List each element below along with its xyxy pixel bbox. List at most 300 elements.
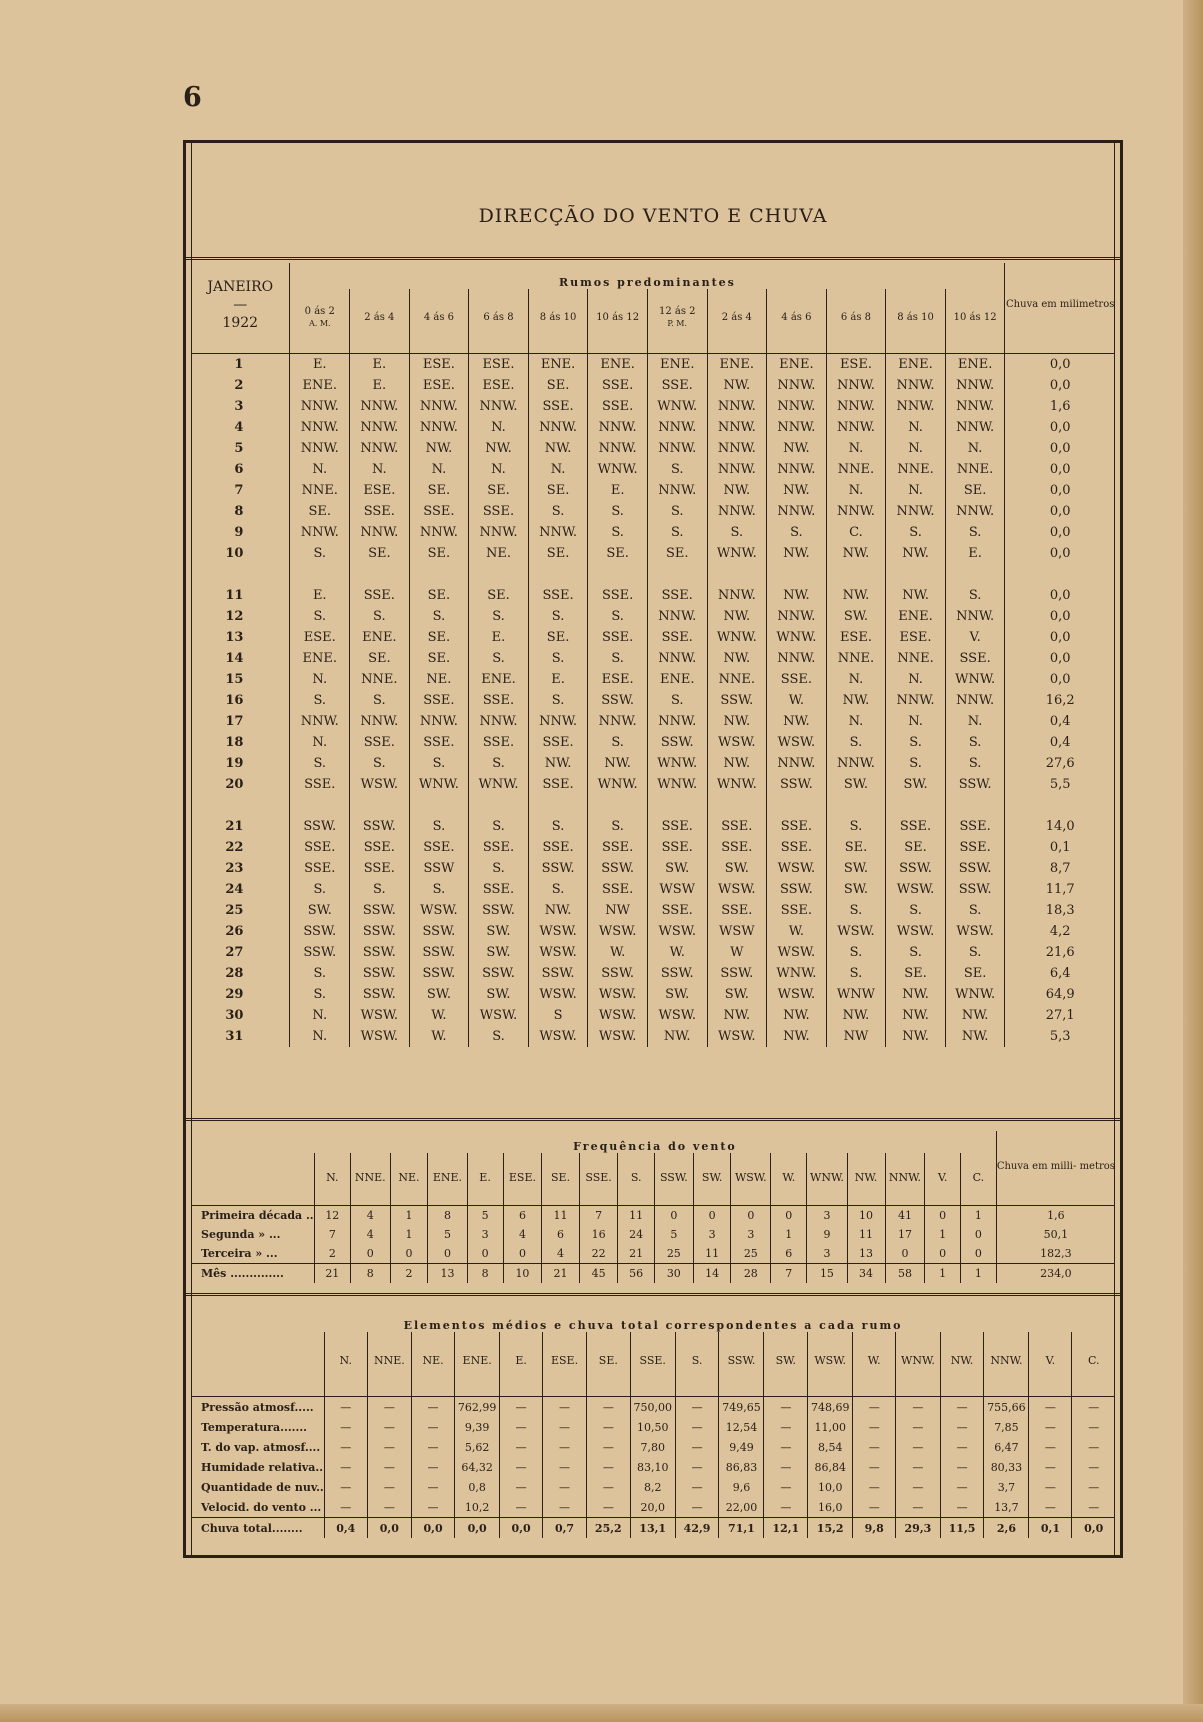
element-cell: 762,99 bbox=[455, 1397, 500, 1418]
wind-direction-cell: NW. bbox=[886, 585, 946, 606]
wind-direction-cell: NNW. bbox=[886, 396, 946, 417]
wind-direction-cell: SSW. bbox=[767, 879, 827, 900]
day-number: 31 bbox=[225, 1029, 244, 1044]
wind-direction-cell: NNW. bbox=[945, 396, 1005, 417]
element-cell: 42,9 bbox=[675, 1518, 719, 1539]
element-cell: 0,7 bbox=[543, 1518, 587, 1539]
table-row bbox=[191, 816, 1115, 837]
wind-direction-cell: WNW. bbox=[707, 627, 767, 648]
day-number: 20 bbox=[225, 777, 244, 792]
element-cell: — bbox=[853, 1397, 896, 1418]
element-cell: 0,0 bbox=[411, 1518, 454, 1539]
wind-direction-cell: E. bbox=[945, 543, 1005, 564]
frequency-cell: 11 bbox=[847, 1225, 885, 1244]
table-row bbox=[191, 942, 1115, 963]
wind-direction-cell: SSE. bbox=[647, 816, 707, 837]
day-number: 30 bbox=[225, 1008, 244, 1023]
frequency-divider bbox=[186, 1118, 1120, 1121]
wind-direction-cell: SSW. bbox=[588, 963, 648, 984]
element-cell: 0,0 bbox=[1072, 1518, 1115, 1539]
wind-direction-cell: SE. bbox=[409, 627, 469, 648]
wind-direction-cell: NNW. bbox=[350, 522, 410, 543]
wind-direction-cell: NNW. bbox=[588, 438, 648, 459]
hour-range: 2 ás 4 bbox=[364, 312, 395, 323]
wind-direction-cell: SSW. bbox=[647, 732, 707, 753]
wind-direction-cell: NW. bbox=[409, 438, 469, 459]
wind-direction-cell: SSE. bbox=[290, 837, 350, 858]
wind-direction-cell: NNE. bbox=[707, 669, 767, 690]
wind-direction-cell: S. bbox=[945, 900, 1005, 921]
day-number: 8 bbox=[234, 504, 244, 519]
hour-range: 10 ás 12 bbox=[596, 312, 640, 323]
table-row bbox=[191, 480, 1115, 501]
element-cell: 16,0 bbox=[808, 1497, 853, 1518]
wind-direction-cell: SSE. bbox=[767, 837, 827, 858]
frequency-cell: 15 bbox=[807, 1264, 847, 1284]
frequency-cell: 8 bbox=[428, 1206, 467, 1226]
wind-direction-cell: NNW. bbox=[767, 648, 827, 669]
element-cell: — bbox=[500, 1477, 543, 1497]
rain-cell: 5,3 bbox=[1005, 1026, 1115, 1047]
wind-direction-cell: WSW. bbox=[588, 984, 648, 1005]
table-row bbox=[191, 1477, 1115, 1497]
table-row bbox=[191, 396, 1115, 417]
direction-header: V. bbox=[1029, 1332, 1072, 1388]
table-row bbox=[191, 774, 1115, 795]
wind-direction-cell: S. bbox=[588, 648, 648, 669]
table-row bbox=[191, 1397, 1115, 1418]
element-cell: — bbox=[586, 1437, 630, 1457]
hour-range: 6 ás 8 bbox=[840, 312, 872, 323]
wind-direction-cell: NNW. bbox=[588, 711, 648, 732]
table-row bbox=[191, 627, 1115, 648]
wind-direction-cell: NNE. bbox=[826, 459, 886, 480]
table-row bbox=[191, 1497, 1115, 1518]
direction-header: ENE. bbox=[455, 1332, 500, 1388]
wind-direction-cell: SSE. bbox=[350, 585, 410, 606]
frequency-cell: 0 bbox=[960, 1225, 996, 1244]
wind-direction-cell: ESE. bbox=[469, 354, 529, 376]
wind-direction-cell: NW. bbox=[707, 606, 767, 627]
element-cell: — bbox=[940, 1477, 984, 1497]
wind-direction-cell: NNW. bbox=[767, 459, 827, 480]
wind-direction-cell: N. bbox=[945, 438, 1005, 459]
direction-header: WSW. bbox=[731, 1153, 771, 1201]
wind-direction-cell: S. bbox=[290, 963, 350, 984]
direction-header: SE. bbox=[542, 1153, 579, 1201]
wind-direction-cell: ENE. bbox=[647, 354, 707, 376]
element-cell: — bbox=[543, 1417, 587, 1437]
month-year-header bbox=[191, 263, 290, 347]
wind-direction-cell: SSW. bbox=[528, 858, 588, 879]
rain-cell: 0,0 bbox=[1005, 585, 1115, 606]
wind-direction-cell: WNW. bbox=[409, 774, 469, 795]
wind-direction-cell: NW. bbox=[707, 753, 767, 774]
wind-direction-cell: S. bbox=[290, 690, 350, 711]
wind-direction-cell: N. bbox=[290, 669, 350, 690]
wind-direction-cell: NW. bbox=[767, 1026, 827, 1047]
wind-direction-cell: SSW. bbox=[350, 921, 410, 942]
day-number: 26 bbox=[225, 924, 244, 939]
wind-direction-cell: N. bbox=[290, 1005, 350, 1026]
frequency-cell: 8 bbox=[467, 1264, 503, 1284]
wind-direction-cell: S. bbox=[528, 648, 588, 669]
day-number: 7 bbox=[234, 483, 244, 498]
wind-direction-cell: SSE. bbox=[469, 732, 529, 753]
wind-direction-cell: ENE. bbox=[945, 354, 1005, 376]
element-cell: 10,2 bbox=[455, 1497, 500, 1518]
wind-direction-cell: WSW. bbox=[528, 942, 588, 963]
wind-direction-cell: NW. bbox=[826, 543, 886, 564]
wind-direction-cell: SSE. bbox=[588, 879, 648, 900]
wind-direction-cell: S bbox=[528, 1005, 588, 1026]
wind-direction-cell: NNW. bbox=[588, 417, 648, 438]
wind-direction-cell: S. bbox=[350, 879, 410, 900]
wind-direction-cell: WSW. bbox=[588, 1026, 648, 1047]
wind-direction-cell: SSE. bbox=[588, 375, 648, 396]
element-cell: 7,85 bbox=[984, 1417, 1029, 1437]
direction-header: ENE. bbox=[428, 1153, 467, 1201]
table-row bbox=[191, 375, 1115, 396]
wind-direction-cell: NNW. bbox=[826, 753, 886, 774]
hour-range: 10 ás 12 bbox=[953, 312, 997, 323]
wind-direction-cell: NNW. bbox=[290, 522, 350, 543]
wind-direction-cell: NW. bbox=[707, 648, 767, 669]
frequency-cell: 13 bbox=[428, 1264, 467, 1284]
table-row bbox=[191, 522, 1115, 543]
wind-direction-cell: ENE. bbox=[647, 669, 707, 690]
wind-direction-cell: NNW. bbox=[647, 711, 707, 732]
table-row bbox=[191, 1417, 1115, 1437]
rain-cell: 0,4 bbox=[1005, 711, 1115, 732]
wind-direction-cell: N. bbox=[886, 711, 946, 732]
rain-cell: 6,4 bbox=[1005, 963, 1115, 984]
wind-direction-cell: S. bbox=[945, 753, 1005, 774]
day-number: 11 bbox=[225, 588, 244, 603]
wind-direction-cell: SSE. bbox=[350, 858, 410, 879]
page-bottom-shadow bbox=[0, 1704, 1203, 1722]
wind-direction-cell: S. bbox=[469, 816, 529, 837]
wind-direction-cell: E. bbox=[588, 480, 648, 501]
wind-direction-cell: S. bbox=[945, 585, 1005, 606]
day-number: 10 bbox=[225, 546, 244, 561]
element-cell: — bbox=[586, 1477, 630, 1497]
frequency-cell: 0 bbox=[925, 1244, 960, 1264]
element-cell: 25,2 bbox=[586, 1518, 630, 1539]
rain-cell: 0,0 bbox=[1005, 354, 1115, 376]
element-cell: 29,3 bbox=[896, 1518, 940, 1539]
hour-header bbox=[886, 289, 946, 347]
wind-direction-cell: SSW. bbox=[409, 963, 469, 984]
table-row bbox=[191, 984, 1115, 1005]
page-edge-shadow bbox=[1183, 0, 1203, 1722]
frequency-cell: 3 bbox=[731, 1225, 771, 1244]
group-title-rumos: Rumos predominantes bbox=[290, 263, 1005, 289]
frequency-cell: 0 bbox=[771, 1206, 807, 1226]
group-title-frequencia: Frequência do vento bbox=[573, 1140, 737, 1153]
frequency-cell: 0 bbox=[390, 1244, 428, 1264]
frequency-cell: 21 bbox=[618, 1244, 654, 1264]
table-row bbox=[191, 1206, 1115, 1226]
frequency-cell: 1 bbox=[390, 1225, 428, 1244]
wind-direction-cell: SSW. bbox=[707, 690, 767, 711]
wind-direction-cell: SSE. bbox=[409, 732, 469, 753]
element-cell: — bbox=[940, 1497, 984, 1518]
wind-direction-cell: V. bbox=[945, 627, 1005, 648]
wind-direction-cell: NNW. bbox=[707, 459, 767, 480]
table-row bbox=[191, 900, 1115, 921]
wind-direction-cell: E. bbox=[290, 585, 350, 606]
day-number: 3 bbox=[234, 399, 244, 414]
direction-header: N. bbox=[324, 1332, 367, 1388]
table-row bbox=[191, 417, 1115, 438]
rain-cell: 0,0 bbox=[1005, 606, 1115, 627]
wind-direction-cell: SSE. bbox=[350, 837, 410, 858]
wind-direction-cell: NW. bbox=[707, 711, 767, 732]
frequency-cell: 3 bbox=[693, 1225, 731, 1244]
wind-direction-cell: SSW. bbox=[707, 963, 767, 984]
element-cell: — bbox=[675, 1457, 719, 1477]
wind-direction-cell: SE. bbox=[409, 480, 469, 501]
table-row bbox=[191, 1457, 1115, 1477]
wind-direction-cell: SSE. bbox=[945, 816, 1005, 837]
wind-direction-cell: WSW. bbox=[945, 921, 1005, 942]
wind-direction-cell: W bbox=[707, 942, 767, 963]
wind-direction-cell: WSW bbox=[707, 921, 767, 942]
wind-direction-cell: S. bbox=[588, 522, 648, 543]
wind-direction-cell: S. bbox=[290, 753, 350, 774]
hour-period: P. M. bbox=[667, 319, 688, 328]
day-number: 23 bbox=[225, 861, 244, 876]
element-cell: 86,83 bbox=[719, 1457, 764, 1477]
wind-direction-cell: S. bbox=[886, 753, 946, 774]
wind-direction-cell: WSW. bbox=[707, 879, 767, 900]
frequency-cell: 4 bbox=[503, 1225, 542, 1244]
element-cell: 755,66 bbox=[984, 1397, 1029, 1418]
wind-direction-cell: NNW. bbox=[409, 396, 469, 417]
element-cell: — bbox=[543, 1477, 587, 1497]
frequency-cell: 1 bbox=[925, 1264, 960, 1284]
rain-cell: 0,0 bbox=[1005, 543, 1115, 564]
element-cell: — bbox=[764, 1477, 808, 1497]
rain-cell: 0,0 bbox=[1005, 438, 1115, 459]
wind-direction-cell: WSW. bbox=[350, 1005, 410, 1026]
wind-direction-cell: SSW. bbox=[945, 774, 1005, 795]
wind-direction-cell: WSW. bbox=[350, 1026, 410, 1047]
element-cell: 8,54 bbox=[808, 1437, 853, 1457]
wind-direction-cell: ESE. bbox=[350, 480, 410, 501]
rain-cell: 0,0 bbox=[1005, 480, 1115, 501]
table-row bbox=[191, 1437, 1115, 1457]
page-number: 6 bbox=[183, 82, 202, 113]
wind-direction-cell: W. bbox=[647, 942, 707, 963]
hour-header bbox=[350, 289, 410, 347]
element-cell: — bbox=[411, 1417, 454, 1437]
rain-cell: 21,6 bbox=[1005, 942, 1115, 963]
rain-cell: 182,3 bbox=[996, 1244, 1115, 1264]
row-label: Segunda » ... bbox=[201, 1228, 281, 1241]
wind-direction-cell: SE. bbox=[528, 543, 588, 564]
wind-direction-cell: E. bbox=[350, 375, 410, 396]
element-cell: — bbox=[1072, 1477, 1115, 1497]
wind-direction-cell: ESE. bbox=[409, 354, 469, 376]
wind-direction-cell: WSW. bbox=[767, 732, 827, 753]
frequency-cell: 7 bbox=[579, 1206, 618, 1226]
wind-direction-cell: SSE. bbox=[588, 396, 648, 417]
frequency-cell: 0 bbox=[428, 1244, 467, 1264]
wind-direction-cell: SW. bbox=[647, 984, 707, 1005]
wind-direction-cell: WNW. bbox=[767, 627, 827, 648]
rain-cell: 0,1 bbox=[1005, 837, 1115, 858]
element-cell: — bbox=[324, 1437, 367, 1457]
wind-direction-cell: WSW bbox=[647, 879, 707, 900]
wind-direction-cell: E. bbox=[469, 627, 529, 648]
wind-direction-cell: NW. bbox=[647, 1026, 707, 1047]
element-cell: — bbox=[543, 1497, 587, 1518]
wind-direction-cell: SSE. bbox=[290, 858, 350, 879]
rain-cell: 27,6 bbox=[1005, 753, 1115, 774]
element-cell: — bbox=[940, 1457, 984, 1477]
row-label: Mês .............. bbox=[191, 1264, 314, 1284]
row-label: Velocid. do vento ... bbox=[201, 1500, 322, 1514]
wind-direction-cell: NNW. bbox=[707, 396, 767, 417]
element-cell: 15,2 bbox=[808, 1518, 853, 1539]
wind-direction-cell: NW. bbox=[826, 1005, 886, 1026]
wind-direction-cell: S. bbox=[409, 753, 469, 774]
wind-direction-cell: SSW. bbox=[528, 963, 588, 984]
element-cell: 64,32 bbox=[455, 1457, 500, 1477]
wind-direction-cell: NNW. bbox=[707, 585, 767, 606]
direction-header: NE. bbox=[411, 1332, 454, 1388]
wind-direction-cell: NW. bbox=[886, 543, 946, 564]
direction-header: WSW. bbox=[808, 1332, 853, 1388]
element-cell: — bbox=[324, 1417, 367, 1437]
frequency-cell: 58 bbox=[885, 1264, 925, 1284]
element-cell: — bbox=[764, 1437, 808, 1457]
frequency-cell: 0 bbox=[654, 1206, 693, 1226]
rain-header: Chuva em milimetros bbox=[1005, 263, 1115, 347]
wind-direction-cell: SSE. bbox=[767, 900, 827, 921]
element-cell: — bbox=[1072, 1457, 1115, 1477]
element-cell: 2,6 bbox=[984, 1518, 1029, 1539]
direction-header: SSE. bbox=[630, 1332, 675, 1388]
wind-direction-cell: S. bbox=[350, 753, 410, 774]
table-row bbox=[191, 543, 1115, 564]
wind-direction-cell: S. bbox=[528, 879, 588, 900]
wind-direction-cell: SE. bbox=[409, 585, 469, 606]
element-cell: 3,7 bbox=[984, 1477, 1029, 1497]
frequency-cell: 0 bbox=[885, 1244, 925, 1264]
wind-direction-cell: NNW. bbox=[350, 438, 410, 459]
frequency-cell: 22 bbox=[579, 1244, 618, 1264]
day-number: 13 bbox=[225, 630, 244, 645]
wind-direction-cell: SSE. bbox=[469, 501, 529, 522]
element-cell: 0,0 bbox=[367, 1518, 411, 1539]
rain-cell: 27,1 bbox=[1005, 1005, 1115, 1026]
day-number: 1 bbox=[234, 357, 244, 372]
wind-direction-cell: NW. bbox=[767, 480, 827, 501]
hour-header bbox=[588, 289, 648, 347]
wind-direction-cell: NNW. bbox=[767, 375, 827, 396]
wind-direction-cell: SSW. bbox=[350, 942, 410, 963]
wind-direction-cell: ENE. bbox=[588, 354, 648, 376]
wind-direction-cell: SW. bbox=[647, 858, 707, 879]
wind-direction-cell: SW. bbox=[707, 858, 767, 879]
wind-direction-cell: NW. bbox=[767, 543, 827, 564]
wind-direction-cell: NNW. bbox=[409, 711, 469, 732]
wind-direction-cell: SE. bbox=[290, 501, 350, 522]
element-cell: 5,62 bbox=[455, 1437, 500, 1457]
element-cell: 12,1 bbox=[764, 1518, 808, 1539]
table-row bbox=[191, 1225, 1115, 1244]
wind-direction-cell: S. bbox=[647, 522, 707, 543]
rain-cell: 8,7 bbox=[1005, 858, 1115, 879]
wind-direction-cell: S. bbox=[945, 522, 1005, 543]
year-label: — bbox=[233, 297, 248, 313]
wind-direction-cell: SE. bbox=[409, 648, 469, 669]
frequency-cell: 10 bbox=[847, 1206, 885, 1226]
row-label: Humidade relativa.. bbox=[201, 1460, 324, 1474]
rain-cell: 50,1 bbox=[996, 1225, 1115, 1244]
wind-direction-cell: SW. bbox=[290, 900, 350, 921]
wind-direction-cell: SSE. bbox=[588, 585, 648, 606]
element-cell: — bbox=[853, 1477, 896, 1497]
frequency-cell: 17 bbox=[885, 1225, 925, 1244]
wind-direction-cell: S. bbox=[945, 942, 1005, 963]
wind-direction-cell: N. bbox=[945, 711, 1005, 732]
wind-direction-cell: S. bbox=[469, 753, 529, 774]
wind-direction-cell: SSW. bbox=[350, 816, 410, 837]
wind-direction-cell: NW. bbox=[767, 585, 827, 606]
wind-direction-cell: SE. bbox=[945, 963, 1005, 984]
frequency-cell: 16 bbox=[579, 1225, 618, 1244]
wind-direction-cell: N. bbox=[290, 1026, 350, 1047]
wind-direction-cell: N. bbox=[290, 459, 350, 480]
row-label: Terceira » ... bbox=[201, 1247, 278, 1260]
frequency-cell: 0 bbox=[960, 1244, 996, 1264]
wind-direction-cell: E. bbox=[528, 669, 588, 690]
wind-direction-cell: NW. bbox=[826, 690, 886, 711]
wind-direction-cell: SW. bbox=[469, 942, 529, 963]
wind-direction-cell: SW. bbox=[469, 921, 529, 942]
element-cell: 9,6 bbox=[719, 1477, 764, 1497]
day-number: 19 bbox=[225, 756, 244, 771]
wind-direction-cell: SE. bbox=[886, 963, 946, 984]
frequency-cell: 7 bbox=[314, 1225, 350, 1244]
wind-direction-cell: SW. bbox=[826, 858, 886, 879]
element-cell: — bbox=[896, 1457, 940, 1477]
wind-direction-cell: S. bbox=[588, 816, 648, 837]
row-label: Primeira década .. bbox=[201, 1209, 314, 1222]
wind-direction-cell: WSW. bbox=[707, 1026, 767, 1047]
element-cell: — bbox=[324, 1497, 367, 1518]
frequency-cell: 34 bbox=[847, 1264, 885, 1284]
wind-direction-cell: C. bbox=[826, 522, 886, 543]
element-cell: — bbox=[764, 1457, 808, 1477]
direction-header: ESE. bbox=[543, 1332, 587, 1388]
frequency-cell: 25 bbox=[731, 1244, 771, 1264]
frequency-cell: 5 bbox=[428, 1225, 467, 1244]
wind-direction-cell: S. bbox=[350, 690, 410, 711]
frequency-cell: 3 bbox=[467, 1225, 503, 1244]
frequency-cell: 21 bbox=[314, 1264, 350, 1284]
title-divider bbox=[186, 257, 1120, 260]
wind-direction-cell: SSE. bbox=[767, 816, 827, 837]
wind-direction-cell: NNW. bbox=[647, 417, 707, 438]
element-cell: 6,47 bbox=[984, 1437, 1029, 1457]
frequency-cell: 10 bbox=[503, 1264, 542, 1284]
wind-direction-cell: WNW. bbox=[588, 459, 648, 480]
